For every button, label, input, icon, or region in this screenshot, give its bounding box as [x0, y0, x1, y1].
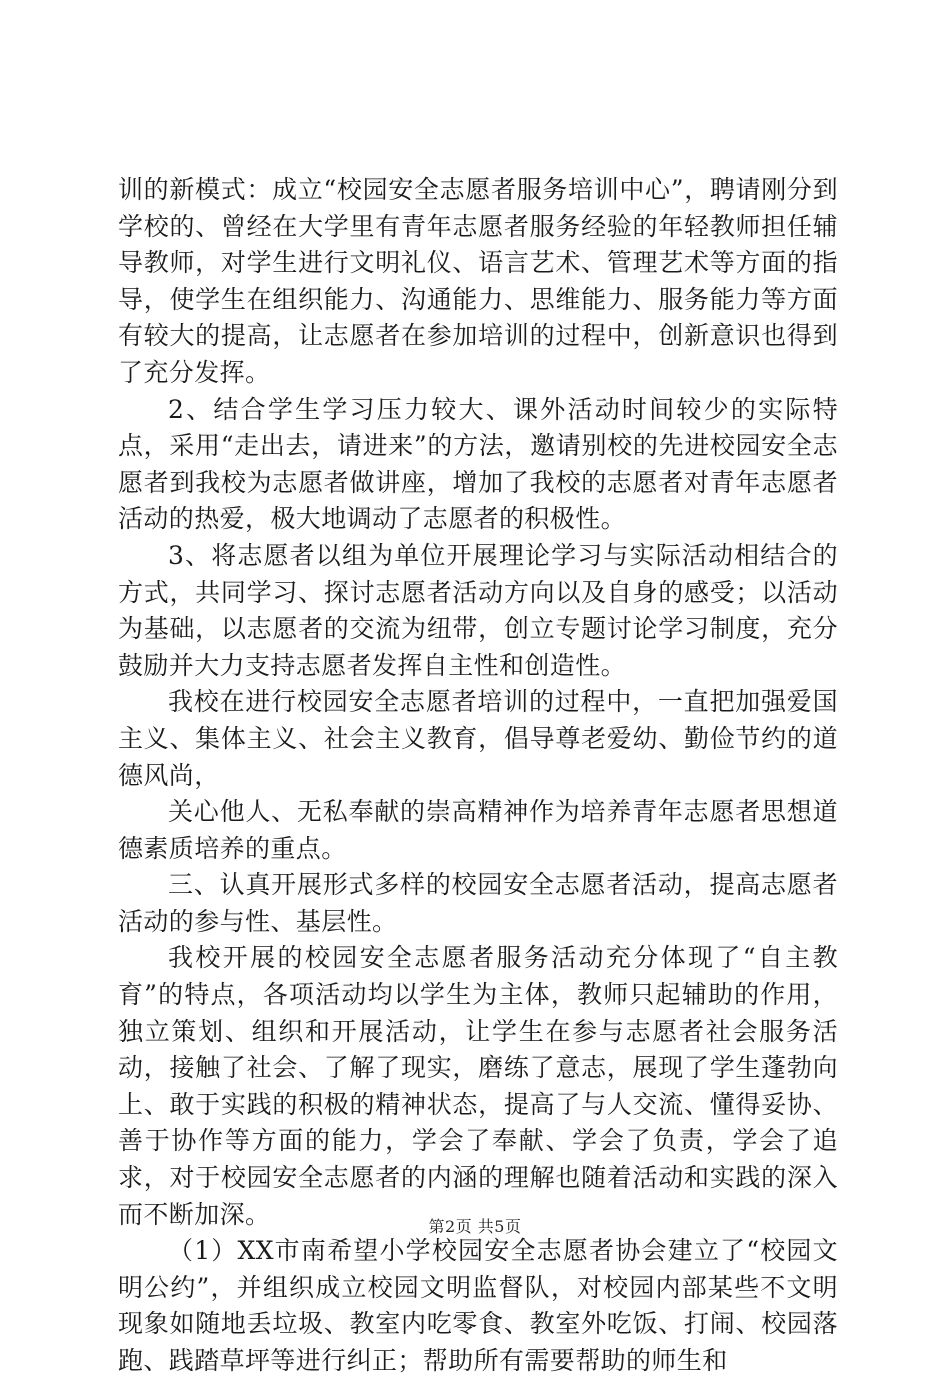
paragraph-item-2: 2、结合学生学习压力较大、课外活动时间较少的实际特点，采用“走出去，请进来”的方法，邀请别校的先进校园安全志愿者到我校为志愿者做讲座，增加了我校的志愿者对青年志愿者活动的热爱，极大地调动了志愿者的积极性。 [118, 394, 838, 534]
paragraph-item-1-convention: （1）XX市南希望小学校园安全志愿者协会建立了“校园文明公约”，并组织成立校园文明监督队，对校园内部某些不文明现象如随地丢垃圾、教室内吃零食、教室外吃饭、打闹、校园落跑、践踏草坪等进行纠正；帮助所有需要帮助的师生和 [118, 1236, 838, 1375]
section-heading-three: 三、认真开展形式多样的校园安全志愿者活动，提高志愿者活动的参与性、基层性。 [118, 870, 838, 936]
document-body [118, 172, 838, 1380]
paragraph-training-focus: 关心他人、无私奉献的崇高精神作为培养青年志愿者思想道德素质培养的重点。 [118, 797, 838, 863]
paragraph-continuation: 训的新模式：成立“校园安全志愿者服务培训中心”，聘请刚分到学校的、曾经在大学里有青年志愿者服务经验的年轻教师担任辅导教师，对学生进行文明礼仪、语言艺术、管理艺术等方面的指导，使学生在组织能力、沟通能力、思维能力、服务能力等方面有较大的提高，让志愿者在参加培训的过程中，创新意识也得到了充分发挥。 [118, 175, 838, 387]
paragraph-training-values: 我校在进行校园安全志愿者培训的过程中，一直把加强爱国主义、集体主义、社会主义教育，倡导尊老爱幼、勤俭节约的道德风尚， [118, 687, 838, 790]
page-number-footer: 第2页 共5页 [428, 1217, 522, 1236]
paragraph-item-3: 3、将志愿者以组为单位开展理论学习与实际活动相结合的方式，共同学习、探讨志愿者活动方向以及自身的感受；以活动为基础，以志愿者的交流为纽带，创立专题讨论学习制度，充分鼓励并大力支持志愿者发挥自主性和创造性。 [118, 540, 838, 680]
paragraph-self-education: 我校开展的校园安全志愿者服务活动充分体现了“自主教育”的特点，各项活动均以学生为主体，教师只起辅助的作用，独立策划、组织和开展活动，让学生在参与志愿者社会服务活动，接触了社会、了解了现实，磨练了意志，展现了学生蓬勃向上、敢于实践的积极的精神状态，提高了与人交流、懂得妥协、善于协作等方面的能力，学会了奉献、学会了负责，学会了追求，对于校园安全志愿者的内涵的理解也随着活动和实践的深入而不断加深。 [118, 943, 838, 1229]
